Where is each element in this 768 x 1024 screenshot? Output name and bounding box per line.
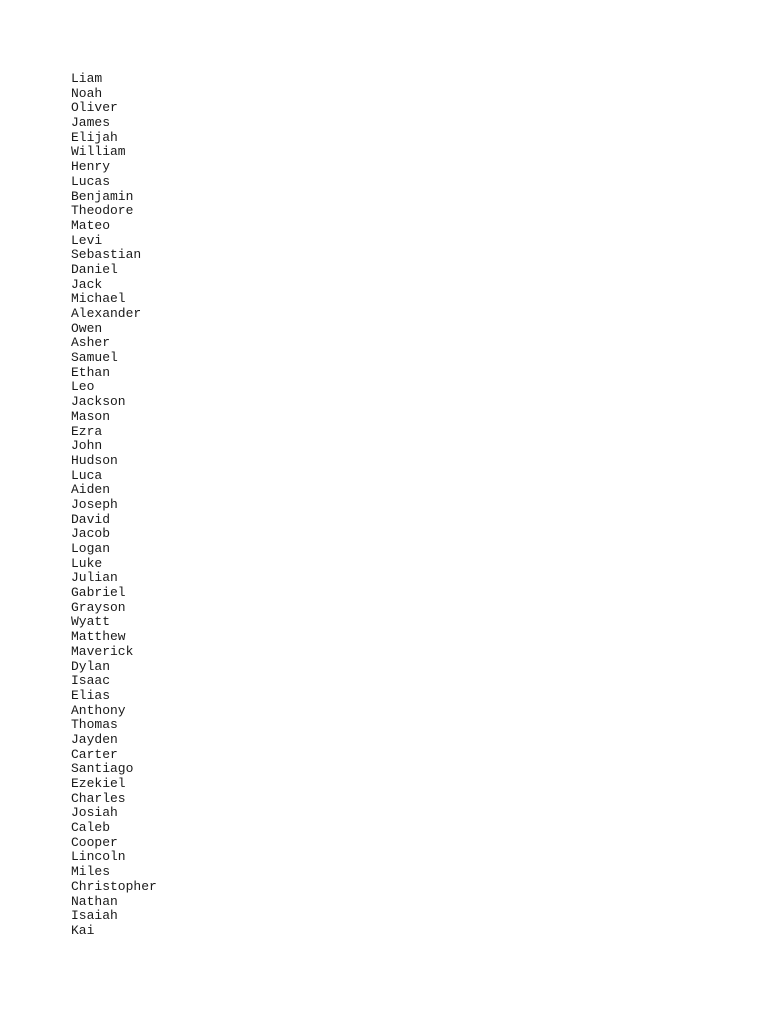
- list-item: Lucas: [71, 173, 111, 189]
- list-item: Joseph: [71, 496, 118, 512]
- list-item: Josiah: [71, 805, 118, 821]
- list-item: Michael: [71, 291, 126, 307]
- list-item: Anthony: [71, 702, 126, 718]
- list-item: Carter: [71, 746, 118, 762]
- list-item: Sebastian: [71, 247, 142, 263]
- list-item: Logan: [71, 541, 111, 556]
- list-item: Ezekiel: [71, 776, 126, 791]
- list-item: Cooper: [71, 834, 118, 850]
- list-item: Jacob: [71, 526, 111, 542]
- list-item: Samuel: [71, 350, 118, 366]
- list-item: Daniel: [71, 261, 118, 277]
- list-item: Jackson: [71, 394, 126, 410]
- list-item: Caleb: [71, 820, 111, 836]
- list-item: Thomas: [71, 717, 118, 733]
- list-item: James: [71, 115, 111, 131]
- list-item: Asher: [71, 335, 111, 351]
- list-item: Jayden: [71, 731, 118, 747]
- list-item: Leo: [71, 379, 95, 395]
- list-item: Henry: [71, 159, 111, 175]
- list-item: Ethan: [71, 364, 111, 380]
- list-item: Nathan: [71, 893, 118, 909]
- list-item: Levi: [71, 232, 103, 248]
- list-item: Hudson: [71, 452, 118, 468]
- name-list: [71, 72, 157, 939]
- list-item: Theodore: [71, 203, 134, 219]
- list-item: Kai: [71, 922, 95, 938]
- list-item: Noah: [71, 85, 103, 101]
- list-item: Ezra: [71, 423, 103, 439]
- list-item: Gabriel: [71, 585, 126, 601]
- list-item: Oliver: [71, 100, 118, 116]
- list-item: Isaac: [71, 673, 111, 689]
- list-item: Benjamin: [71, 188, 134, 204]
- list-item: Grayson: [71, 599, 126, 615]
- list-item: Aiden: [71, 482, 111, 498]
- list-item: John: [71, 438, 103, 454]
- list-item: Elijah: [71, 129, 118, 145]
- list-item: Owen: [71, 320, 103, 336]
- list-item: Dylan: [71, 658, 111, 674]
- list-item: William: [71, 144, 126, 160]
- list-item: Luca: [71, 467, 103, 483]
- list-item: Charles: [71, 790, 126, 806]
- list-item: Santiago: [71, 761, 134, 777]
- list-item: Matthew: [71, 629, 126, 645]
- list-item: Mateo: [71, 217, 111, 233]
- list-item: Wyatt: [71, 614, 111, 630]
- list-item: Alexander: [71, 306, 142, 321]
- list-item: Jack: [71, 276, 103, 292]
- list-item: David: [71, 511, 111, 527]
- list-item: Julian: [71, 570, 118, 586]
- list-item: Elias: [71, 687, 111, 703]
- list-item: Maverick: [71, 643, 134, 659]
- list-item: Isaiah: [71, 908, 118, 924]
- list-item: Mason: [71, 408, 111, 424]
- list-item: Miles: [71, 864, 111, 880]
- list-item: Liam: [71, 71, 103, 86]
- list-item: Christopher: [71, 878, 157, 894]
- list-item: Luke: [71, 555, 103, 571]
- list-item: Lincoln: [71, 849, 126, 865]
